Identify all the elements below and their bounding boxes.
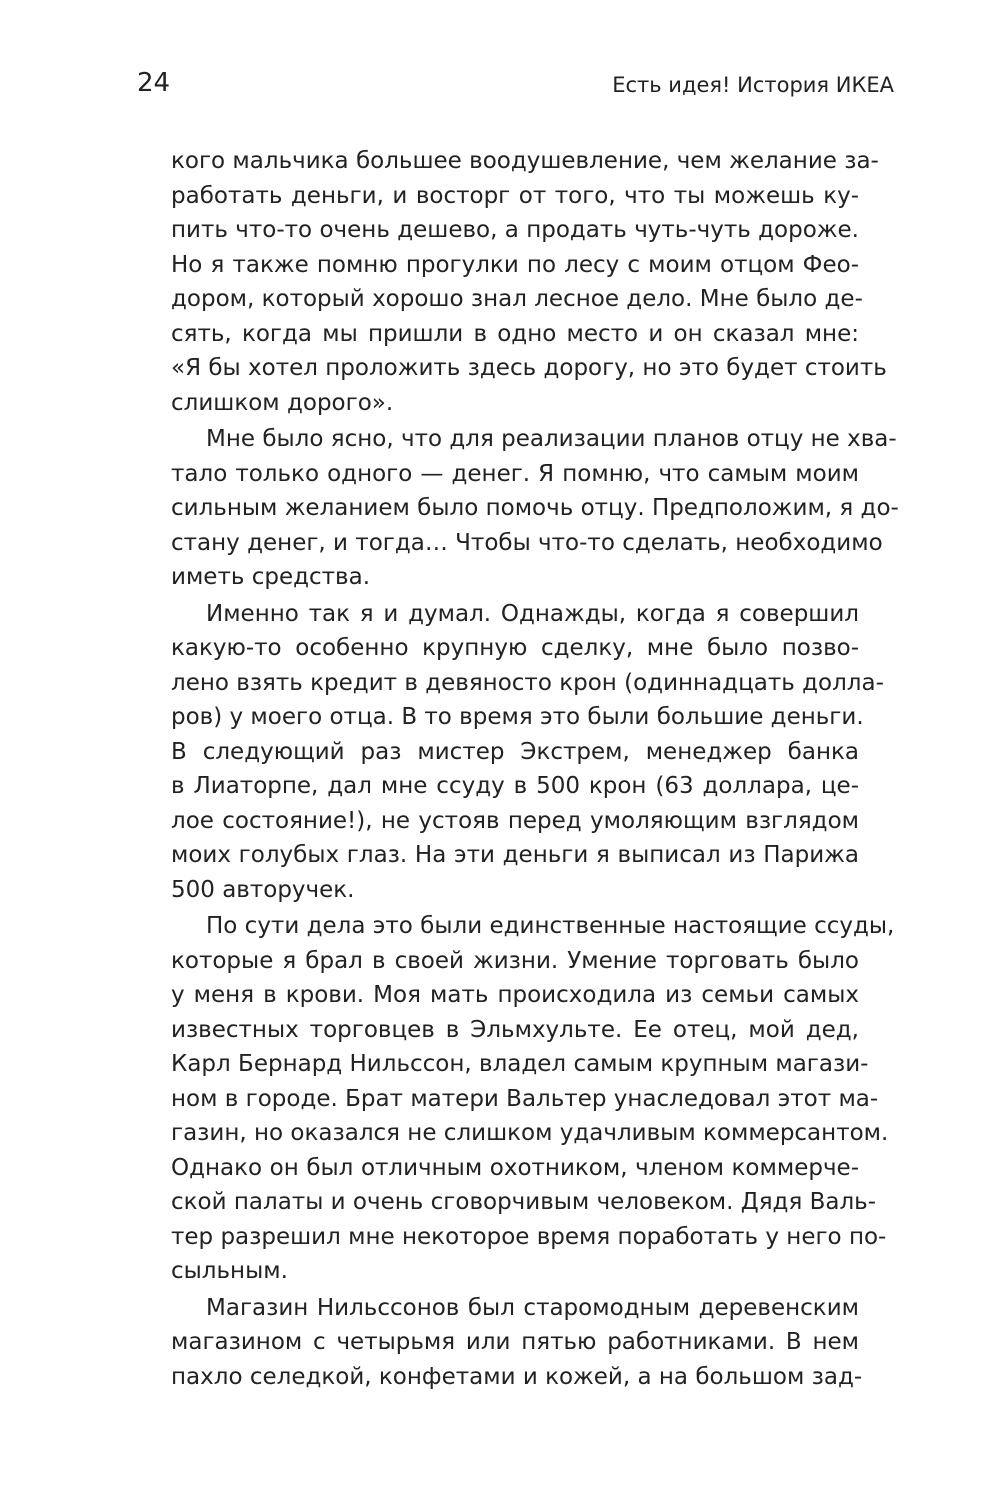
paragraph [171,144,887,420]
text-line: В следующий раз мистер Экстрем, менеджер банка [171,738,859,765]
paragraph [171,597,884,908]
text-line: лено взять кредит в девяносто крон (одиннадцать долла- [171,669,884,696]
text-line: Карл Бернард Нильссон, владел самым крупным магази- [171,1051,869,1077]
text-line: Именно так я и думал. Однажды, когда я совершил [206,600,859,627]
text-line: кого мальчика большее воодушевление, чем желание за- [171,148,879,174]
text-line: какую-то особенно крупную сделку, мне было позво- [171,635,859,661]
paragraph [171,909,895,1289]
text-line: в Лиаторпе, дал мне ссуду в 500 крон (63 доллара, це- [171,773,859,799]
paragraph [171,1291,863,1395]
text-line: иметь средства. [171,564,371,590]
text-line: Но я также помню прогулки по лесу с моим отцом Фео- [171,251,859,278]
text-line: Мне было ясно, что для реализации планов отцу не хва- [206,426,897,452]
body-text [171,144,899,1396]
text-line: Однако он был отличным охотником, членом коммерче- [171,1154,859,1181]
text-line: моих голубых глаз. На эти деньги я выписал из Парижа [171,842,859,868]
text-line: лое состояние!), не устояв перед умоляющим взглядом [171,807,859,834]
running-title: Есть идея! История ИКЕА [612,73,894,97]
text-line: известных торговцев в Эльмхульте. Ее отец, мой дед, [171,1016,859,1043]
text-line: ров) у моего отца. В то время это были большие деньги. [171,704,864,730]
text-line: тало только одного — денег. Я помню, что самым моим [171,460,859,487]
text-line: стану денег, и тогда… Чтобы что-то сделать, необходимо [171,529,883,556]
paragraph [171,422,899,595]
text-line: пить что-то очень дешево, а продать чуть-чуть дороже. [171,217,859,243]
text-line: По сути дела это были единственные настоящие ссуды, [206,913,895,939]
text-line: работать деньги, и восторг от того, что ты можешь ку- [171,182,859,209]
text-line: сять, когда мы пришли в одно место и он сказал мне: [171,320,859,347]
text-line: сильным желанием было помочь отцу. Предположим, я до- [171,495,899,521]
text-line: Магазин Нильссонов был старомодным деревенским [206,1294,859,1321]
text-line: слишком дорого». [171,389,394,416]
text-line: ном в городе. Брат матери Вальтер унаследовал этот ма- [171,1085,879,1112]
text-line: дором, который хорошо знал лесное дело. Мне было де- [171,286,863,312]
text-line: 500 авторучек. [171,876,355,903]
text-line: магазином с четырьмя или пятью работниками. В нем [171,1329,859,1355]
text-line: у меня в крови. Моя мать происходила из семьи самых [171,982,859,1008]
text-line: сыльным. [171,1258,288,1284]
text-line: пахло селедкой, конфетами и кожей, а на большом зад- [171,1363,863,1390]
text-line: тер разрешил мне некоторое время поработать у него по- [171,1223,887,1250]
text-line: газин, но оказался не слишком удачливым коммерсантом. [171,1120,889,1146]
text-line: которые я брал в своей жизни. Умение торговать было [171,947,859,974]
text-line: ской палаты и очень сговорчивым человеком. Дядя Валь- [171,1189,877,1215]
text-line: «Я бы хотел проложить здесь дорогу, но это будет стоить [171,355,887,381]
page-number: 24 [137,68,171,98]
